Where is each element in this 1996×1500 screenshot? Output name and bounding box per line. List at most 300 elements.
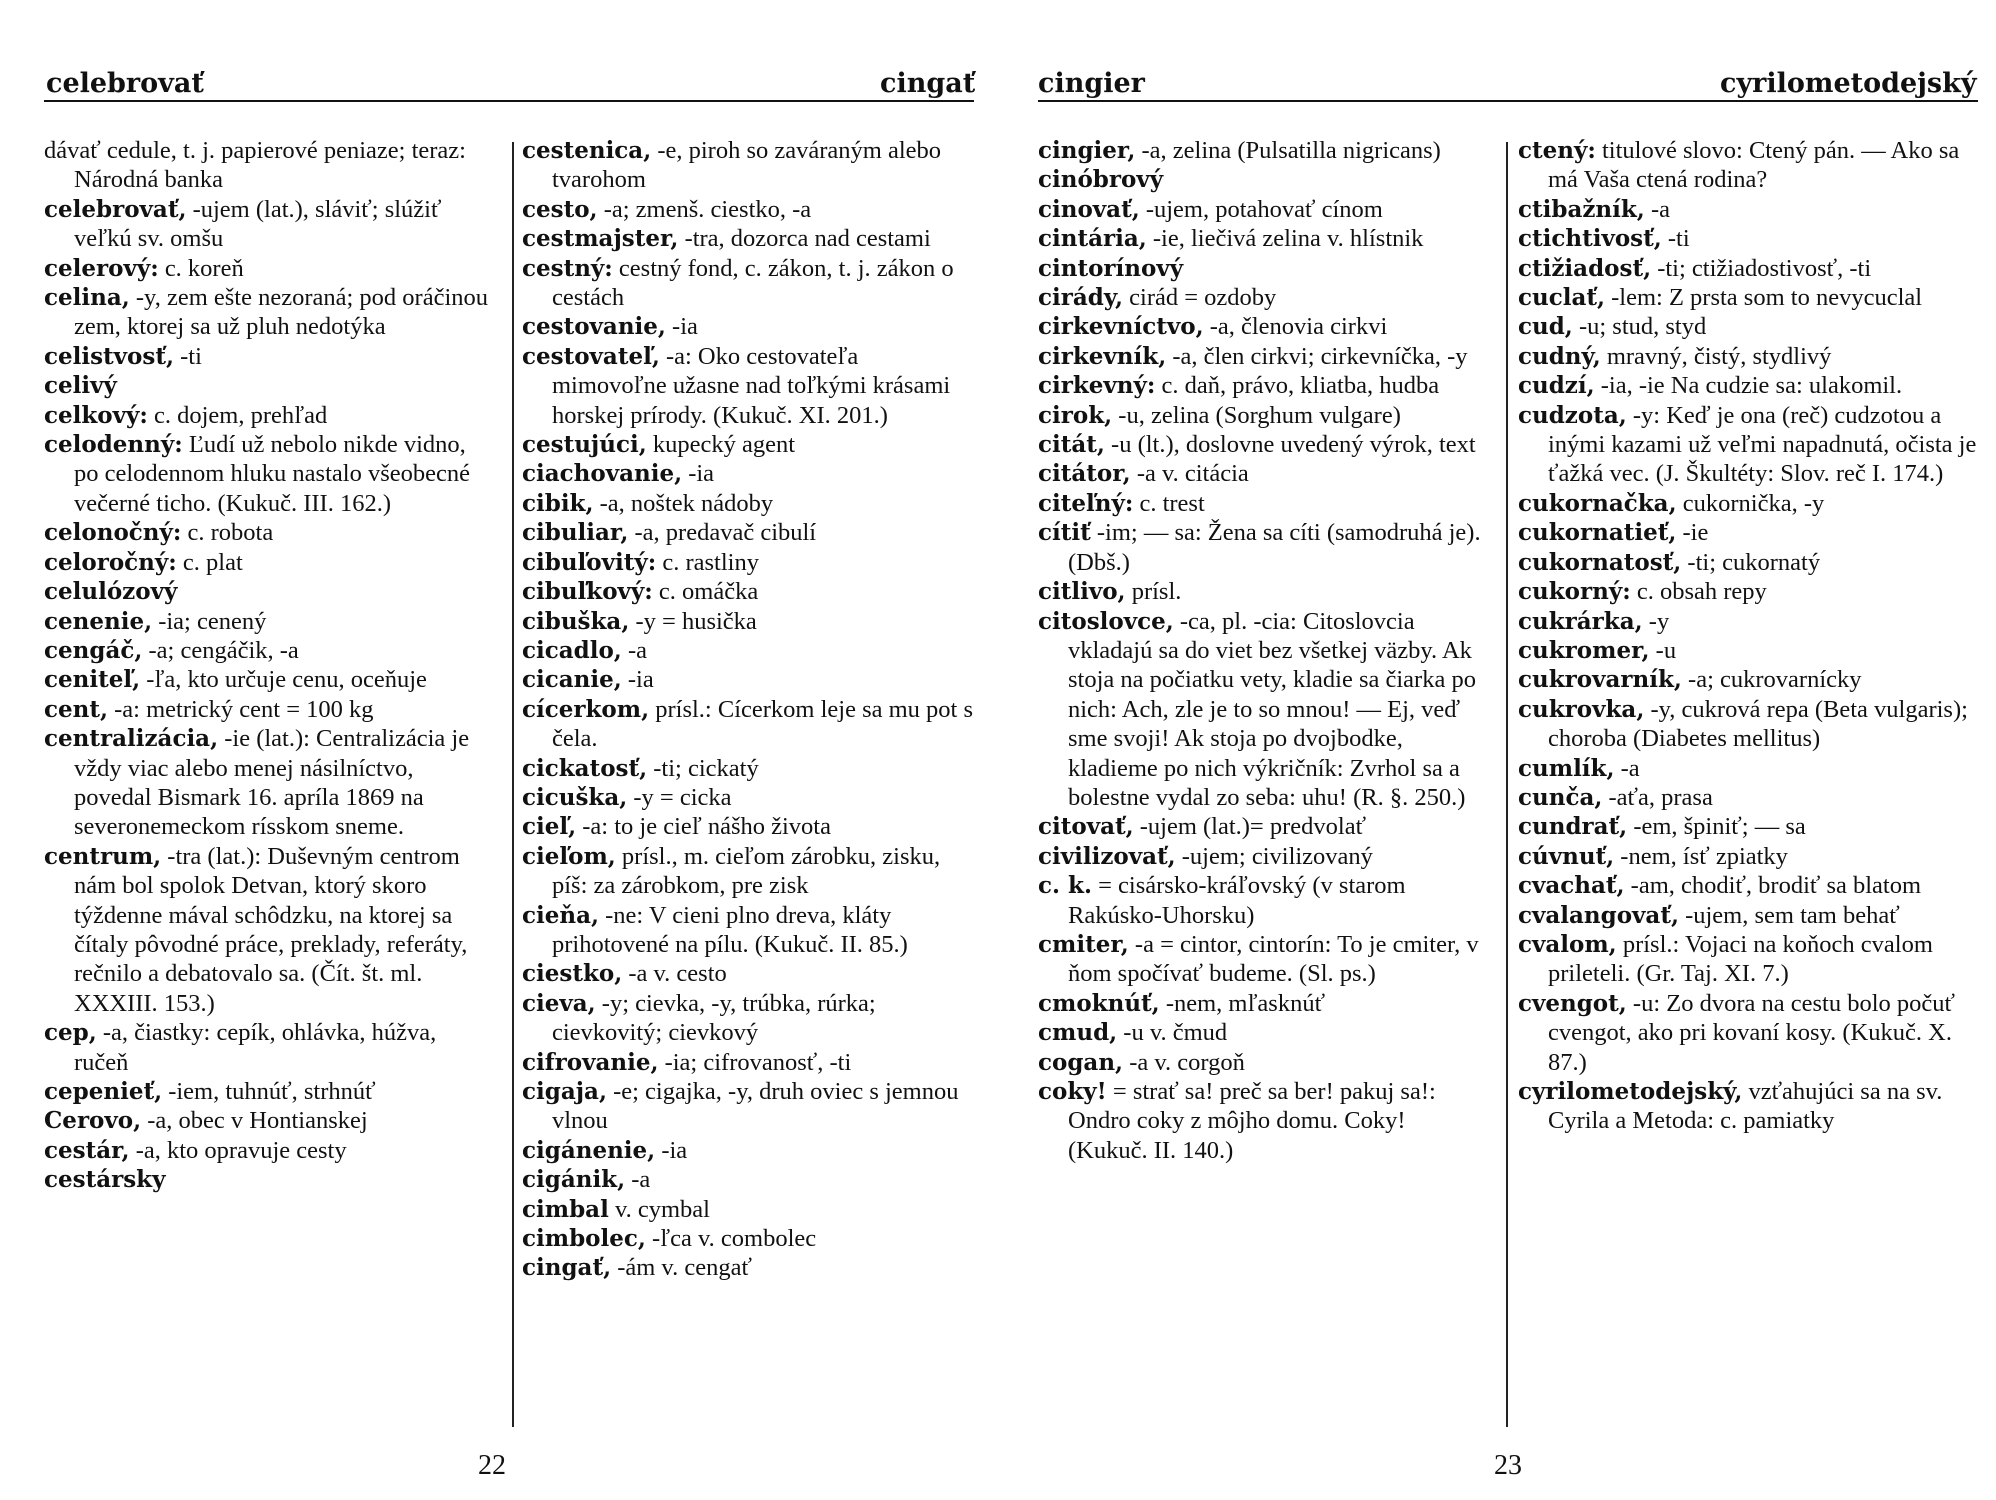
entry-headword: cieľ, [522, 813, 577, 841]
dictionary-entry [1038, 371, 1490, 400]
entry-headword: cukromer, [1518, 636, 1650, 664]
dictionary-entry [522, 577, 974, 606]
dictionary-entry [522, 665, 974, 694]
entry-headword: cingier, [1038, 137, 1136, 164]
dictionary-entry [44, 283, 496, 342]
entry-definition: -a, členovia cirkvi [1209, 313, 1388, 341]
entry-definition: -u, zelina (Sorghum vulgare) [1118, 401, 1401, 429]
entry-definition: -y; cievka, -y, trúbka, rúrka; cievkovitý; cievkový [552, 989, 876, 1047]
dictionary-entry [1038, 459, 1490, 488]
entry-headword: cibuliar, [522, 519, 629, 547]
entry-headword: ctibažník, [1518, 195, 1645, 223]
entry-headword: cítiť [1038, 519, 1091, 547]
dictionary-entry [1038, 430, 1490, 459]
entry-headword: cmud, [1038, 1019, 1118, 1047]
entry-definition: -y = husička [635, 607, 757, 635]
entry-definition: -u; stud, styd [1578, 313, 1707, 341]
dictionary-entry [44, 254, 496, 283]
dictionary-entry [1038, 1077, 1490, 1165]
entry-headword: cirok, [1038, 401, 1113, 429]
dictionary-entry [1038, 342, 1490, 371]
entry-definition: -tra, dozorca nad cestami [684, 225, 931, 253]
entry-definition: -e; cigajka, -y, druh oviec s jemnou vlnou [552, 1078, 959, 1135]
entry-headword: cvachať, [1518, 872, 1625, 900]
dictionary-entry [44, 136, 496, 195]
entry-definition: -ie [1682, 519, 1709, 547]
entry-definition: prísl. [1131, 578, 1182, 606]
dictionary-entry [44, 1077, 496, 1106]
dictionary-entry [44, 548, 496, 577]
dictionary-entry [44, 1136, 496, 1165]
entry-definition: mravný, čistý, stydlivý [1606, 342, 1832, 370]
entry-definition: c. koreň [164, 254, 244, 282]
header-rule [1038, 100, 1978, 102]
entry-definition: -ia; cifrovanosť, -ti [664, 1048, 852, 1076]
dictionary-entry [522, 695, 974, 754]
entry-definition: dávať cedule, t. j. papierové peniaze; teraz: Národná banka [44, 137, 466, 194]
entry-headword: cingať, [522, 1254, 612, 1282]
right-page [1000, 0, 1996, 1500]
entry-definition: -ie, liečivá zelina v. hlístnik [1152, 225, 1424, 253]
entry-definition: -a: to je cieľ nášho života [582, 813, 831, 841]
entry-definition: -ti; ctižiadostivosť, -ti [1657, 254, 1872, 282]
entry-headword: cundrať, [1518, 813, 1628, 841]
dictionary-entry [1518, 1077, 1978, 1136]
dictionary-entry [522, 459, 974, 488]
entry-definition: c. trest [1139, 489, 1205, 517]
dictionary-entry [1038, 812, 1490, 841]
entry-headword: cukornatosť, [1518, 548, 1682, 576]
dictionary-entry [1518, 224, 1978, 253]
entry-headword: cepenieť, [44, 1078, 163, 1105]
entry-headword: cickatosť, [522, 754, 648, 782]
dictionary-entry [44, 1018, 496, 1077]
entry-definition: -ca, pl. -cia: Citoslovcia vkladajú sa do viet bez všetkej väzby. Ak stoja na počiatku vety, kladie sa čiarka po nich: Ach, zle je to so mnou! — Ej, veď sme svoji! Ak stoja po dvojbodke, kladieme po nich výkričník: Zvrhol sa a bolestne vydal zo seba: uhu! (R. §. 250.) [1068, 607, 1476, 811]
entry-headword: cvalom, [1518, 930, 1617, 958]
entry-headword: cirkevný: [1038, 372, 1156, 400]
dictionary-entry [1518, 812, 1978, 841]
dictionary-entry [1518, 371, 1978, 400]
dictionary-entry [522, 195, 974, 224]
entry-definition: -a, čiastky: cepík, ohlávka, húžva, ručeň [74, 1019, 437, 1076]
dictionary-entry [44, 842, 496, 1018]
entry-headword: cukornačka, [1518, 489, 1677, 517]
entry-headword: cudzota, [1518, 401, 1627, 429]
dictionary-entry [522, 989, 974, 1048]
entry-definition: -a = cintor, cintorín: To je cmiter, v ňom spočívať budeme. (Sl. ps.) [1068, 930, 1479, 988]
entry-definition: -ia [627, 666, 654, 694]
entry-headword: celebrovať, [44, 195, 187, 223]
dictionary-entry [44, 518, 496, 547]
entry-definition: -a, predavač cibulí [634, 519, 817, 547]
entry-definition: -ujem (lat.), sláviť; slúžiť veľkú sv. omšu [74, 195, 442, 253]
entry-definition: -a [627, 636, 647, 664]
entry-headword: cukornatieť, [1518, 519, 1677, 547]
entry-headword: citlivo, [1038, 578, 1126, 606]
dictionary-entry [1518, 695, 1978, 754]
entry-headword: centralizácia, [44, 725, 219, 753]
entry-definition: -ám v. cengať [617, 1254, 752, 1282]
dictionary-entry [1038, 136, 1490, 165]
entry-definition: c. omáčka [658, 578, 759, 606]
dictionary-entry [1038, 489, 1490, 518]
dictionary-entry [1038, 607, 1490, 813]
entry-definition: -u v. čmud [1123, 1019, 1228, 1047]
entry-definition: -am, chodiť, brodiť sa blatom [1630, 872, 1922, 900]
entry-definition: -a: Oko cestovateľa mimovoľne užasne nad toľkými krásami horskej prírody. (Kukuč. XI. 201.) [552, 342, 951, 429]
entry-headword: citoslovce, [1038, 607, 1174, 635]
entry-headword: cumlík, [1518, 754, 1615, 782]
entry-headword: centrum, [44, 842, 162, 870]
dictionary-entry [1038, 842, 1490, 871]
dictionary-entry [1038, 312, 1490, 341]
entry-headword: cestovateľ, [522, 342, 660, 370]
entry-definition: -e, piroh so zaváraným alebo tvarohom [552, 137, 942, 194]
dictionary-entry [1518, 548, 1978, 577]
entry-definition: titulové slovo: Ctený pán. — Ako sa má Vaša ctená rodina? [1548, 137, 1960, 194]
entry-definition: -ujem, sem tam behať [1685, 901, 1900, 929]
entry-headword: cestovanie, [522, 313, 666, 341]
entry-headword: civilizovať, [1038, 842, 1176, 870]
entry-definition: -a v. corgoň [1129, 1048, 1245, 1076]
dictionary-entry [1518, 901, 1978, 930]
dictionary-entry [522, 607, 974, 636]
dictionary-entry [1518, 842, 1978, 871]
entry-headword: cogan, [1038, 1048, 1124, 1076]
column-separator [512, 142, 514, 1427]
entry-definition: -u (lt.), doslovne uvedený výrok, text [1111, 431, 1476, 459]
entry-definition: -ujem (lat.)= predvolať [1139, 813, 1367, 841]
entry-definition: -tra (lat.): Duševným centrom nám bol spolok Detvan, ktorý skoro týždenne mával schôdzku, na ktorej sa čítaly pôvodné práce, preklady, referáty, rečnilo a debatovalo sa. (Čít. št. ml. XXXIII. 153.) [74, 842, 468, 1017]
right-page-column-2 [1518, 136, 1978, 1136]
dictionary-entry [1038, 195, 1490, 224]
entry-headword: citát, [1038, 431, 1105, 459]
entry-headword: ceniteľ, [44, 666, 141, 694]
entry-headword: cmoknúť, [1038, 989, 1160, 1017]
entry-headword: celivý [44, 372, 117, 400]
entry-headword: ctený: [1518, 137, 1596, 164]
entry-headword: cinóbrový [1038, 166, 1164, 194]
entry-definition: = strať sa! preč sa ber! pakuj sa!: Ondro coky z môjho domu. Coky! (Kukuč. II. 140.) [1068, 1078, 1436, 1164]
entry-headword: cirády, [1038, 284, 1124, 312]
dictionary-entry [522, 224, 974, 253]
entry-definition: -a: metrický cent = 100 kg [114, 695, 374, 723]
dictionary-entry [522, 636, 974, 665]
entry-definition: -a v. citácia [1136, 460, 1249, 488]
dictionary-entry [522, 489, 974, 518]
dictionary-entry [1518, 489, 1978, 518]
running-head-right: cingať [880, 68, 976, 99]
entry-headword: cep, [44, 1019, 97, 1047]
entry-headword: celkový: [44, 401, 148, 429]
dictionary-entry [44, 665, 496, 694]
entry-headword: cícerkom, [522, 695, 650, 723]
entry-headword: cestár, [44, 1136, 130, 1164]
entry-definition: -a, zelina (Pulsatilla nigricans) [1141, 137, 1441, 164]
dictionary-entry [522, 842, 974, 901]
dictionary-entry [44, 1165, 496, 1194]
entry-definition: -ľa, kto určuje cenu, oceňuje [146, 666, 427, 694]
dictionary-entry [44, 695, 496, 724]
entry-headword: cicuška, [522, 783, 628, 811]
dictionary-entry [1518, 312, 1978, 341]
entry-definition: -y, cukrová repa (Beta vulgaris); choroba (Diabetes mellitus) [1548, 695, 1968, 753]
dictionary-entry [522, 783, 974, 812]
entry-headword: celonočný: [44, 519, 182, 547]
running-head-left: cingier [1038, 68, 1145, 99]
dictionary-entry [522, 254, 974, 313]
entry-definition: prísl.: Vojaci na koňoch cvalom prileteli. (Gr. Taj. XI. 7.) [1548, 930, 1933, 988]
entry-headword: Cerovo, [44, 1107, 142, 1135]
right-page-column-1 [1038, 136, 1490, 1165]
entry-definition: -a, noštek nádoby [599, 489, 774, 517]
entry-headword: cieva, [522, 989, 596, 1017]
entry-definition: -iem, tuhnúť, strhnúť [168, 1078, 376, 1105]
column-separator [1506, 142, 1508, 1427]
entry-headword: cud, [1518, 313, 1573, 341]
dictionary-entry [44, 607, 496, 636]
entry-definition: Ľudí už nebolo nikde vidno, po celodennom hluku nastalo všeobecné večerné ticho. (Kukuč. III. 162.) [74, 431, 470, 517]
dictionary-entry [522, 1165, 974, 1194]
entry-headword: cigánenie, [522, 1136, 656, 1164]
entry-definition: -a [631, 1166, 651, 1194]
dictionary-entry [1518, 871, 1978, 900]
dictionary-entry [1518, 577, 1978, 606]
dictionary-entry [1038, 283, 1490, 312]
entry-definition: vzťahujúci sa na sv. Cyrila a Metoda: c. pamiatky [1548, 1078, 1943, 1135]
entry-definition: -a v. cesto [628, 960, 727, 988]
dictionary-entry [44, 430, 496, 518]
entry-headword: cintorínový [1038, 254, 1184, 282]
dictionary-entry [1038, 254, 1490, 283]
entry-definition: -a; zmenš. ciestko, -a [603, 195, 812, 223]
entry-definition: -u: Zo dvora na cestu bolo počuť cvengot, ako pri kovaní kosy. (Kukuč. X. 87.) [1548, 989, 1955, 1076]
dictionary-entry [522, 1195, 974, 1224]
entry-definition: cukornička, -y [1682, 489, 1825, 517]
entry-headword: ciachovanie, [522, 460, 683, 488]
entry-definition: -a; cengáčik, -a [148, 636, 299, 664]
entry-definition: c. dojem, prehľad [154, 401, 328, 429]
entry-headword: celodenný: [44, 431, 183, 459]
entry-headword: cestmajster, [522, 225, 679, 253]
dictionary-entry [522, 1048, 974, 1077]
dictionary-entry [1518, 401, 1978, 489]
dictionary-entry [1518, 989, 1978, 1077]
entry-headword: citovať, [1038, 813, 1134, 841]
dictionary-entry [1518, 607, 1978, 636]
entry-definition: -ľca v. combolec [652, 1225, 817, 1253]
entry-definition: -a; cukrovarnícky [1688, 666, 1862, 694]
entry-definition: prísl.: Cícerkom leje sa mu pot s čela. [552, 695, 974, 753]
entry-definition: -ti [1667, 225, 1690, 253]
dictionary-entry [522, 518, 974, 547]
page-number: 23 [1494, 1450, 1522, 1481]
entry-definition: -ia [688, 460, 715, 488]
entry-headword: cifrovanie, [522, 1048, 659, 1076]
entry-headword: cukorný: [1518, 578, 1631, 606]
dictionary-entry [1518, 254, 1978, 283]
left-page-column-2 [522, 136, 974, 1283]
entry-headword: cukrovarník, [1518, 666, 1682, 694]
dictionary-entry [1518, 665, 1978, 694]
entry-headword: cimbal [522, 1195, 609, 1223]
dictionary-entry [522, 812, 974, 841]
entry-headword: cestársky [44, 1166, 166, 1194]
entry-definition: -ie (lat.): Centralizácia je vždy viac alebo menej násilníctvo, povedal Bismark 16. apríla 1869 na severonemeckom rísskom sneme. [74, 725, 470, 841]
entry-headword: cesto, [522, 195, 598, 223]
running-head-right: cyrilometodejský [1720, 68, 1977, 99]
dictionary-entry [1518, 754, 1978, 783]
entry-definition: kupecký agent [652, 431, 796, 459]
dictionary-entry [1038, 165, 1490, 194]
dictionary-entry [1518, 283, 1978, 312]
entry-definition: -a [1650, 195, 1670, 223]
dictionary-entry [1038, 1048, 1490, 1077]
entry-definition: -a, člen cirkvi; cirkevníčka, -y [1172, 342, 1468, 370]
dictionary-entry [522, 1253, 974, 1282]
entry-headword: cibuška, [522, 607, 630, 635]
entry-headword: cigánik, [522, 1166, 626, 1194]
entry-headword: celulózový [44, 578, 178, 606]
entry-definition: c. robota [187, 519, 274, 547]
entry-definition: -ti [180, 342, 202, 370]
dictionary-entry [522, 754, 974, 783]
entry-definition: -ujem; civilizovaný [1181, 842, 1373, 870]
dictionary-entry [1038, 577, 1490, 606]
dictionary-entry [44, 401, 496, 430]
entry-headword: celistvosť, [44, 342, 174, 370]
entry-headword: cukrárka, [1518, 607, 1643, 635]
dictionary-entry [522, 430, 974, 459]
dictionary-entry [1518, 930, 1978, 989]
entry-definition: -ujem, potahovať cínom [1145, 195, 1383, 223]
entry-headword: cestenica, [522, 137, 652, 164]
entry-definition: -u [1655, 636, 1677, 664]
entry-definition: -y: Keď je ona (reč) cudzotou a inými kazami už veľmi napadnutá, očista je ťažká vec. (J. Škultéty: Slov. reč I. 174.) [1548, 401, 1977, 488]
entry-headword: cenenie, [44, 607, 153, 635]
dictionary-entry [1038, 518, 1490, 577]
entry-headword: cengáč, [44, 636, 143, 664]
entry-headword: celerový: [44, 254, 159, 282]
dictionary-entry [522, 548, 974, 577]
entry-definition: = cisársko-kráľovský (v starom Rakúsko-Uhorsku) [1068, 872, 1406, 929]
dictionary-entry [1038, 224, 1490, 253]
entry-headword: cirkevník, [1038, 342, 1167, 370]
entry-headword: cyrilometodejský, [1518, 1078, 1743, 1105]
entry-definition: -a, obec v Hontianskej [147, 1107, 368, 1135]
dictionary-entry [522, 1224, 974, 1253]
dictionary-entry [1038, 1018, 1490, 1047]
entry-definition: c. obsah repy [1636, 578, 1767, 606]
dictionary-entry [44, 577, 496, 606]
entry-definition: -ti; cickatý [653, 754, 759, 782]
dictionary-entry [1518, 342, 1978, 371]
entry-definition: v. cymbal [614, 1195, 710, 1223]
entry-headword: cinovať, [1038, 195, 1140, 223]
entry-definition: -a [1620, 754, 1640, 782]
entry-headword: cintária, [1038, 225, 1147, 253]
running-head-left: celebrovať [46, 68, 204, 99]
entry-headword: ctichtivosť, [1518, 225, 1662, 253]
entry-headword: cmiter, [1038, 930, 1129, 958]
entry-headword: cimbolec, [522, 1225, 646, 1253]
entry-headword: cudzí, [1518, 372, 1595, 400]
dictionary-entry [522, 901, 974, 960]
dictionary-entry [1038, 401, 1490, 430]
entry-headword: cieľom, [522, 842, 616, 870]
entry-headword: cukrovka, [1518, 695, 1645, 723]
entry-headword: cibuľkový: [522, 578, 653, 606]
entry-headword: cibik, [522, 489, 594, 517]
entry-headword: cudný, [1518, 342, 1601, 370]
dictionary-entry [522, 342, 974, 430]
entry-headword: cuclať, [1518, 284, 1606, 312]
entry-definition: c. rastliny [662, 548, 759, 576]
entry-headword: cestujúci, [522, 431, 647, 459]
entry-headword: coky! [1038, 1078, 1107, 1105]
entry-headword: ciestko, [522, 960, 623, 988]
left-page-column-1 [44, 136, 496, 1195]
dictionary-entry [44, 724, 496, 842]
dictionary-entry [1518, 636, 1978, 665]
entry-definition: -y [1648, 607, 1670, 635]
dictionary-entry [1518, 783, 1978, 812]
dictionary-entry [44, 371, 496, 400]
entry-headword: cestný: [522, 254, 613, 282]
entry-definition: -lem: Z prsta som to nevycuclal [1611, 284, 1923, 312]
entry-definition: prísl., m. cieľom zárobku, zisku, píš: za zárobkom, pre zisk [552, 842, 941, 900]
entry-definition: cirád = ozdoby [1129, 284, 1277, 312]
entry-headword: celina, [44, 284, 130, 312]
entry-headword: cúvnuť, [1518, 842, 1615, 870]
dictionary-entry [1038, 871, 1490, 930]
entry-headword: celoročný: [44, 548, 177, 576]
entry-definition: -ti; cukornatý [1687, 548, 1821, 576]
dictionary-entry [44, 342, 496, 371]
dictionary-entry [44, 195, 496, 254]
entry-definition: c. daň, právo, kliatba, hudba [1161, 372, 1440, 400]
entry-headword: cirkevníctvo, [1038, 313, 1204, 341]
entry-definition: -ia, -ie Na cudzie sa: ulakomil. [1600, 372, 1903, 400]
dictionary-entry [1038, 989, 1490, 1018]
entry-headword: citeľný: [1038, 489, 1134, 517]
entry-definition: -y, zem ešte nezoraná; pod oráčinou zem, ktorej sa už pluh nedotýka [74, 284, 489, 341]
entry-headword: cent, [44, 695, 108, 723]
entry-definition: -a, kto opravuje cesty [135, 1136, 347, 1164]
entry-definition: -em, špiniť; — sa [1633, 813, 1806, 841]
dictionary-entry [522, 959, 974, 988]
page-number: 22 [478, 1450, 506, 1481]
header-rule [44, 100, 974, 102]
entry-headword: cicanie, [522, 666, 622, 694]
entry-definition: -y = cicka [633, 783, 732, 811]
entry-headword: citátor, [1038, 460, 1131, 488]
entry-headword: ctižiadosť, [1518, 254, 1652, 282]
entry-definition: -ia; cenený [158, 607, 267, 635]
dictionary-entry [522, 312, 974, 341]
entry-definition: c. plat [182, 548, 243, 576]
dictionary-entry [1518, 195, 1978, 224]
dictionary-entry [522, 1136, 974, 1165]
entry-headword: cibuľovitý: [522, 548, 657, 576]
entry-headword: c. k. [1038, 872, 1092, 900]
entry-definition: -ia [672, 313, 698, 341]
dictionary-entry [522, 136, 974, 195]
dictionary-entry [44, 1106, 496, 1135]
entry-headword: cvalangovať, [1518, 901, 1679, 929]
dictionary-entry [44, 636, 496, 665]
dictionary-entry [522, 1077, 974, 1136]
